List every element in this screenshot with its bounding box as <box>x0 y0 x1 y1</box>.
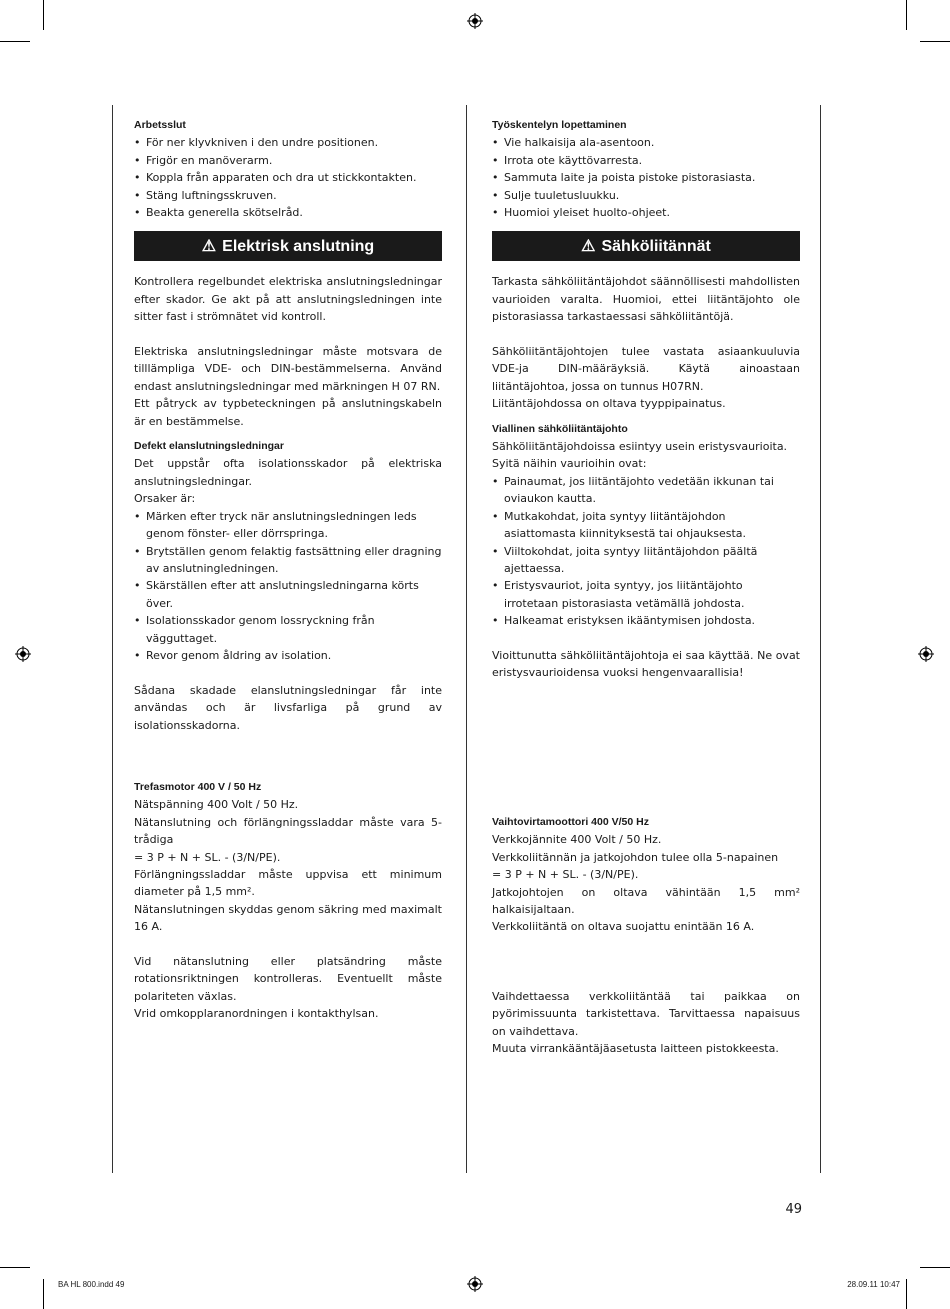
list-item: • Viiltokohdat, joita syntyy liitäntäjohdon päältä ajettaessa. <box>492 543 800 578</box>
paragraph: Det uppstår ofta isolationsskador på elektriska anslutningsledningar. <box>134 457 442 488</box>
footer-file-slug: BA HL 800.indd 49 <box>58 1280 125 1289</box>
left-column-lower <box>134 779 442 1023</box>
text-line: Verkkojännite 400 Volt / 50 Hz. <box>492 833 662 847</box>
list-item: • Beakta generella skötselråd. <box>134 204 442 221</box>
list-item: • För ner klyvkniven i den undre positionen. <box>134 134 442 151</box>
section-banner <box>134 231 442 261</box>
crop-mark <box>43 1279 44 1309</box>
crop-mark <box>43 0 44 30</box>
registration-mark-icon <box>467 13 483 29</box>
text-line: Förlängningssladdar måste uppvisa ett minimum diameter på 1,5 mm². <box>134 868 442 899</box>
column-rule-center <box>466 105 467 1173</box>
section-title: Arbetsslut <box>134 119 186 131</box>
section-title: Defekt elanslutningsledningar <box>134 440 284 453</box>
paragraph: Liitäntäjohdossa on oltava tyyppipainatus. <box>492 397 726 411</box>
warning-icon: ⚠ <box>201 237 217 255</box>
text-line: = 3 P + N + SL. - (3/N/PE). <box>492 868 639 882</box>
crop-mark <box>0 1267 30 1268</box>
list-item: • Stäng luftningsskruven. <box>134 187 442 204</box>
paragraph: Vaihdettaessa verkkoliitäntää tai paikkaa on pyörimissuunta tarkistettava. Tarvittaessa napaisuus on vaihdettava. <box>492 990 800 1038</box>
bullet-list <box>492 134 800 221</box>
list-item: • Isolationsskador genom lossryckning från vägguttaget. <box>134 612 442 647</box>
text-line: Nätspänning 400 Volt / 50 Hz. <box>134 798 299 812</box>
crop-mark <box>906 1279 907 1309</box>
section-title: Trefasmotor 400 V / 50 Hz <box>134 781 262 793</box>
paragraph: Sähköliitäntäjohdoissa esiintyy usein eristysvaurioita. <box>492 440 788 454</box>
list-item: • Painaumat, jos liitäntäjohto vedetään ikkunan tai oviaukon kautta. <box>492 473 800 508</box>
section-title: Viallinen sähköliitäntäjohto <box>492 422 628 435</box>
section-title: Vaihtovirtamoottori 400 V/50 Hz <box>492 816 649 828</box>
section-banner <box>492 231 800 261</box>
banner-title: Elektrisk anslutning <box>222 237 375 255</box>
paragraph: Muuta virrankääntäjäasetusta laitteen pistokkeesta. <box>492 1042 779 1056</box>
footer-date-slug: 28.09.11 10:47 <box>847 1280 900 1289</box>
list-item: • Koppla från apparaten och dra ut stickkontakten. <box>134 169 442 186</box>
right-column <box>492 117 800 682</box>
list-item: • Eristysvauriot, joita syntyy, jos liitäntäjohto irrotetaan pistorasiasta vetämällä johdosta. <box>492 577 800 612</box>
paragraph: Ett påtryck av typbeteckningen på anslutningskabeln är en bestämmelse. <box>134 397 442 428</box>
paragraph: Elektriska anslutningsledningar måste motsvara de tilllämpliga VDE- och DIN-bestämmelserna. Använd endast anslutningsledningar med märkningen H 07 RN. <box>134 345 442 393</box>
list-item: • Irrota ote käyttövarresta. <box>492 152 800 169</box>
list-item: • Vie halkaisija ala-asentoon. <box>492 134 800 151</box>
list-item: • Huomioi yleiset huolto-ohjeet. <box>492 204 800 221</box>
text-line: Verkkoliitäntä on oltava suojattu enintään 16 A. <box>492 920 755 934</box>
text-line: Nätanslutning och förlängningssladdar måste vara 5-trådiga <box>134 815 442 847</box>
crop-mark <box>906 0 907 30</box>
right-column-lower <box>492 814 800 936</box>
list-item: • Halkeamat eristyksen ikääntymisen johdosta. <box>492 612 800 629</box>
column-rule-right <box>820 105 821 1173</box>
list-item: • Märken efter tryck när anslutningsledningen leds genom fönster- eller dörrspringa. <box>134 508 442 543</box>
page-number: 49 <box>785 1202 802 1217</box>
paragraph: Sähköliitäntäjohtojen tulee vastata asiaankuuluvia VDE-ja DIN-määräyksiä. Käytä ainoastaan liitäntäjohtoa, jossa on tunnus H07RN. <box>492 345 800 393</box>
paragraph: Orsaker är: <box>134 492 196 506</box>
paragraph: Vioittunutta sähköliitäntäjohtoja ei saa käyttää. Ne ovat eristysvaurioidensa vuoksi hengenvaarallisia! <box>492 648 800 680</box>
crop-mark <box>0 41 30 42</box>
list-item: • Mutkakohdat, joita syntyy liitäntäjohdon asiattomasta kiinnityksestä tai ohjauksesta. <box>492 508 800 543</box>
list-item: • Revor genom åldring av isolation. <box>134 647 442 664</box>
bullet-list <box>492 473 800 630</box>
paragraph: Vrid omkopplaranordningen i kontakthylsan. <box>134 1007 379 1021</box>
section-title: Työskentelyn lopettaminen <box>492 119 627 131</box>
text-line: Verkkoliitännän ja jatkojohdon tulee olla 5-napainen <box>492 850 779 864</box>
paragraph: Kontrollera regelbundet elektriska anslutningsledningar efter skador. Ge akt på att anslutningsledningen inte sitter fast i strömnätet vid kontroll. <box>134 275 442 324</box>
crop-mark <box>920 41 950 42</box>
list-item: • Frigör en manöverarm. <box>134 152 442 169</box>
crop-mark <box>920 1267 950 1268</box>
list-item: • Sammuta laite ja poista pistoke pistorasiasta. <box>492 169 800 186</box>
list-item: • Sulje tuuletusluukku. <box>492 187 800 204</box>
registration-mark-icon <box>15 646 31 662</box>
banner-title: Sähköliitännät <box>601 237 711 255</box>
text-line: Nätanslutningen skyddas genom säkring med maximalt 16 A. <box>134 902 442 934</box>
left-column <box>134 117 442 734</box>
bullet-list <box>134 508 442 665</box>
paragraph: Tarkasta sähköliitäntäjohdot säännöllisesti mahdollisten vaurioiden varalta. Huomioi, ettei liitäntäjohto ole pistorasiassa tarkastaessasi sähköliitäntöjä. <box>492 275 800 324</box>
paragraph: Sådana skadade elanslutningsledningar får inte användas och är livsfarliga på grund av isolationsskadorna. <box>134 683 442 732</box>
bullet-list <box>134 134 442 221</box>
registration-mark-icon <box>918 646 934 662</box>
right-column-bottom <box>492 988 800 1058</box>
list-item: • Skärställen efter att anslutningsledningarna körts över. <box>134 577 442 612</box>
column-rule-left <box>112 105 113 1173</box>
paragraph: Syitä näihin vaurioihin ovat: <box>492 457 647 471</box>
list-item: • Brytställen genom felaktig fastsättning eller dragning av anslutningledningen. <box>134 543 442 578</box>
text-line: = 3 P + N + SL. - (3/N/PE). <box>134 850 281 864</box>
warning-icon: ⚠ <box>581 237 596 255</box>
paragraph: Vid nätanslutning eller platsändring måste rotationsriktningen kontrolleras. Eventuellt måste polariteten växlas. <box>134 955 442 1003</box>
text-line: Jatkojohtojen on oltava vähintään 1,5 mm² halkaisijaltaan. <box>492 885 800 917</box>
registration-mark-icon <box>467 1276 483 1292</box>
